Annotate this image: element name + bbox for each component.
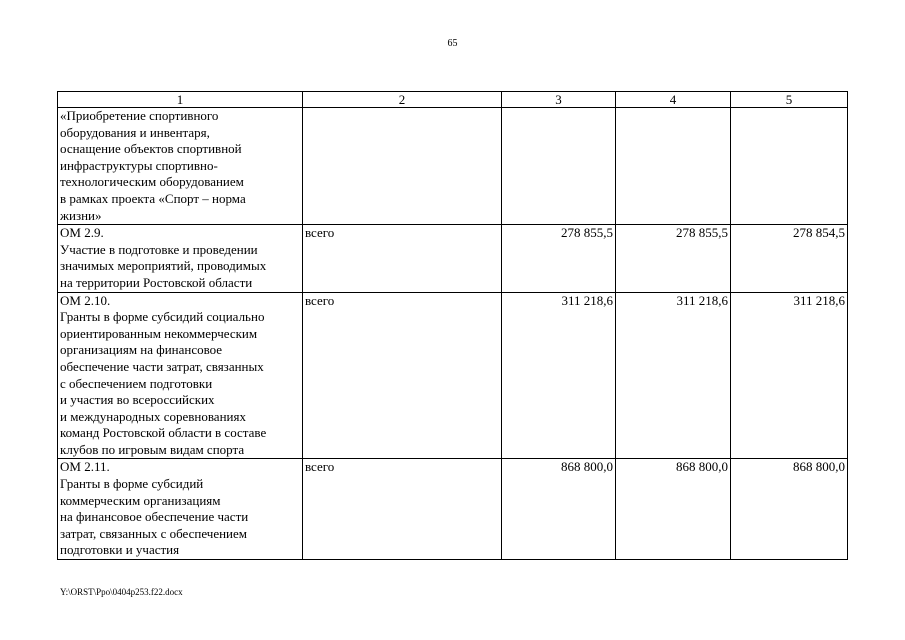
- row-description: [58, 225, 303, 292]
- description-line: Гранты в форме субсидий: [60, 476, 204, 492]
- description-line: коммерческим организациям: [60, 492, 221, 508]
- document-path-footer: Y:\ORST\Ppo\0404p253.f22.docx: [60, 587, 183, 597]
- budget-table: [57, 91, 848, 560]
- description-line: значимых мероприятий, проводимых: [60, 258, 267, 274]
- description-line: на территории Ростовской области: [60, 274, 253, 290]
- row-value-col-4: 311 218,6: [616, 292, 731, 459]
- description-line: с обеспечением подготовки: [60, 375, 213, 391]
- row-value-col-3: 278 855,5: [502, 225, 616, 292]
- description-line: обеспечение части затрат, связанных: [60, 358, 264, 374]
- description-line: и международных соревнованиях: [60, 408, 246, 424]
- description-line: и участия во всероссийских: [60, 392, 215, 408]
- description-line: на финансовое обеспечение части: [60, 509, 249, 525]
- row-source: всего: [303, 459, 502, 560]
- header-col-2: 2: [303, 92, 502, 108]
- description-line: ОМ 2.9.: [60, 225, 104, 241]
- row-value-col-3: 868 800,0: [502, 459, 616, 560]
- description-line: подготовки и участия: [60, 542, 180, 558]
- description-line: клубов по игровым видам спорта: [60, 441, 245, 457]
- row-value-col-5: [731, 108, 848, 225]
- description-line: ориентированным некоммерческим: [60, 325, 258, 341]
- page-number: 65: [447, 38, 458, 49]
- description-line: Гранты в форме субсидий социально: [60, 309, 265, 325]
- table-row: [58, 225, 848, 292]
- description-line: оборудования и инвентаря,: [60, 124, 210, 140]
- table-row: [58, 108, 848, 225]
- description-line: Участие в подготовке и проведении: [60, 241, 258, 257]
- row-value-col-3: [502, 108, 616, 225]
- row-value-col-4: 868 800,0: [616, 459, 731, 560]
- row-source: [303, 108, 502, 225]
- table-row: [58, 292, 848, 459]
- row-value-col-3: 311 218,6: [502, 292, 616, 459]
- row-value-col-4: [616, 108, 731, 225]
- row-value-col-4: 278 855,5: [616, 225, 731, 292]
- row-value-col-5: 868 800,0: [731, 459, 848, 560]
- row-source: всего: [303, 225, 502, 292]
- description-line: технологическим оборудованием: [60, 174, 244, 190]
- description-line: затрат, связанных с обеспечением: [60, 525, 248, 541]
- description-line: инфраструктуры спортивно-: [60, 157, 218, 173]
- header-col-4: 4: [616, 92, 731, 108]
- description-line: организациям на финансовое: [60, 342, 223, 358]
- row-description: [58, 459, 303, 560]
- description-line: оснащение объектов спортивной: [60, 141, 242, 157]
- table-header-row: [58, 92, 848, 108]
- row-source: всего: [303, 292, 502, 459]
- row-description: [58, 108, 303, 225]
- description-line: ОМ 2.10.: [60, 292, 111, 308]
- row-value-col-5: 311 218,6: [731, 292, 848, 459]
- row-description: [58, 292, 303, 459]
- table-row: [58, 459, 848, 560]
- description-line: «Приобретение спортивного: [60, 108, 219, 123]
- row-value-col-5: 278 854,5: [731, 225, 848, 292]
- description-line: ОМ 2.11.: [60, 459, 110, 475]
- header-col-1: 1: [58, 92, 303, 108]
- description-line: жизни»: [60, 207, 102, 223]
- header-col-3: 3: [502, 92, 616, 108]
- description-line: в рамках проекта «Спорт – норма: [60, 190, 246, 206]
- header-col-5: 5: [731, 92, 848, 108]
- description-line: команд Ростовской области в составе: [60, 425, 267, 441]
